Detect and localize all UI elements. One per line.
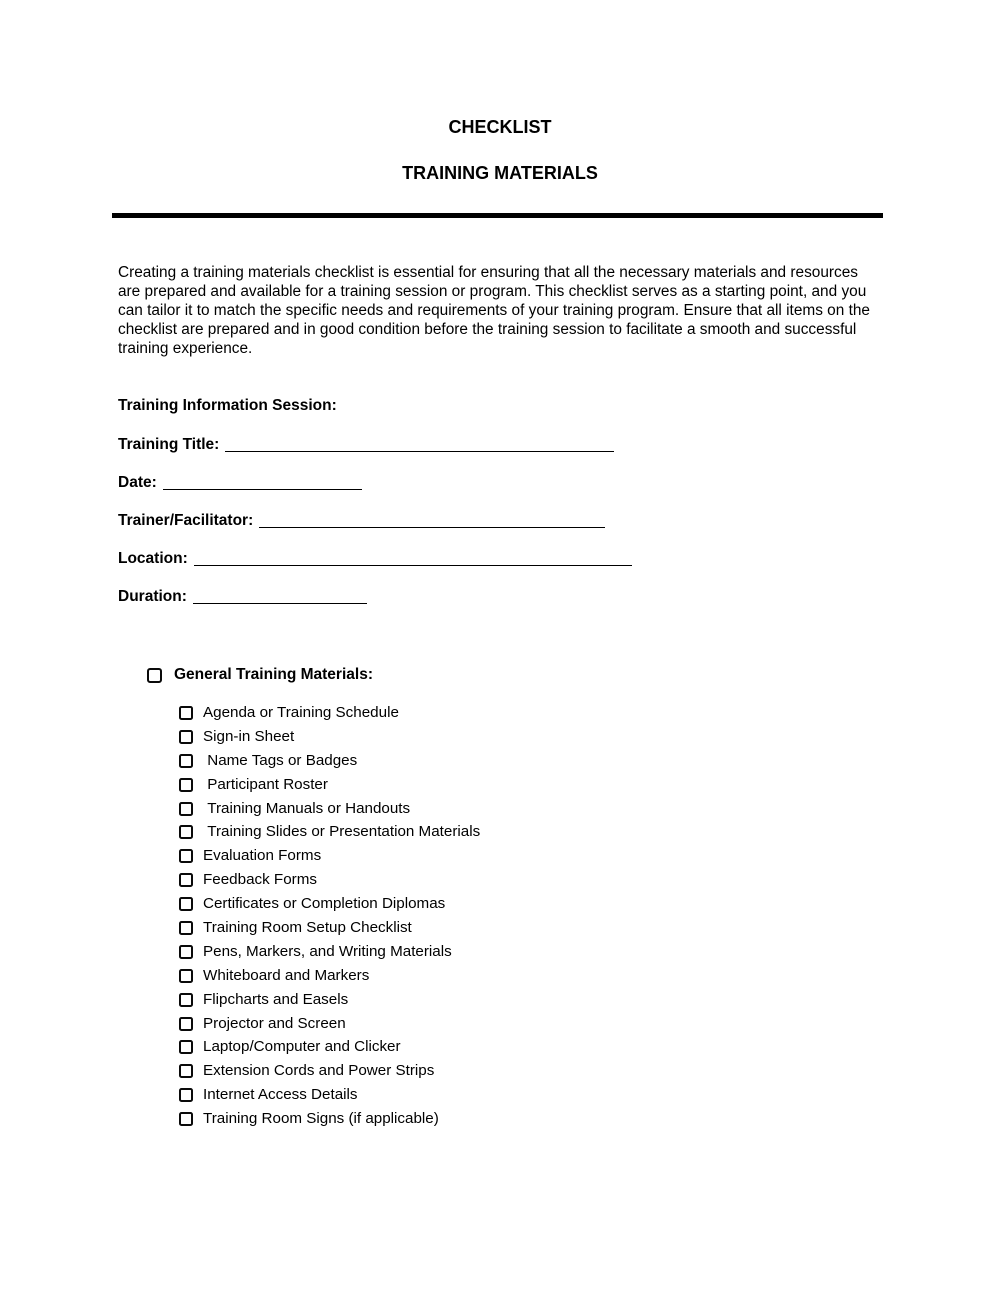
checkbox-icon[interactable] — [179, 825, 193, 839]
checklist-item-label: Evaluation Forms — [203, 847, 322, 865]
checkbox-icon[interactable] — [179, 969, 193, 983]
checkbox-icon[interactable] — [179, 754, 193, 768]
checkbox-icon[interactable] — [179, 1112, 193, 1126]
checklist-item-label: Training Slides or Presentation Materials — [203, 823, 481, 841]
checklist-item — [179, 820, 1000, 844]
checklist-item — [179, 916, 1000, 940]
checklist-item — [179, 1083, 1000, 1107]
location-input-line[interactable] — [194, 551, 632, 566]
checklist-item — [179, 1107, 1000, 1131]
checkbox-icon[interactable] — [179, 945, 193, 959]
title-block — [0, 117, 1000, 184]
checklist-item — [179, 964, 1000, 988]
checkbox-icon[interactable] — [179, 802, 193, 816]
checklist-group-heading: General Training Materials: — [174, 666, 373, 683]
checklist-item-label: Name Tags or Badges — [203, 751, 358, 769]
checklist-item — [179, 725, 1000, 749]
location-label: Location: — [118, 550, 188, 567]
document-subtitle: TRAINING MATERIALS — [402, 163, 598, 183]
checklist-item-label: Internet Access Details — [203, 1086, 358, 1104]
trainer-facilitator-label: Trainer/Facilitator: — [118, 512, 254, 529]
duration-label: Duration: — [118, 588, 187, 605]
checklist-group-row — [147, 665, 1000, 685]
checklist-item-label: Flipcharts and Easels — [203, 990, 349, 1008]
checklist-item-label: Feedback Forms — [203, 871, 317, 889]
checklist-item-label: Pens, Markers, and Writing Materials — [203, 942, 452, 960]
checklist-item — [179, 868, 1000, 892]
training-title-input-line[interactable] — [225, 437, 614, 452]
checkbox-icon[interactable] — [179, 849, 193, 863]
checkbox-icon[interactable] — [179, 1040, 193, 1054]
form-section-heading: Training Information Session: — [118, 397, 337, 414]
horizontal-divider — [112, 213, 883, 218]
checkbox-icon[interactable] — [179, 706, 193, 720]
checklist-item — [179, 773, 1000, 797]
checklist-item — [179, 988, 1000, 1012]
training-title-label: Training Title: — [118, 436, 220, 453]
checklist-item — [179, 1035, 1000, 1059]
checkbox-icon[interactable] — [179, 1017, 193, 1031]
checklist-item — [179, 940, 1000, 964]
checkbox-icon[interactable] — [179, 921, 193, 935]
checklist-item — [179, 844, 1000, 868]
document-page — [0, 117, 1000, 1290]
field-row-location — [118, 548, 1000, 568]
field-row-date — [118, 472, 1000, 492]
checklist-item — [179, 1059, 1000, 1083]
checklist-item-label: Training Room Signs (if applicable) — [203, 1110, 439, 1128]
checkbox-icon[interactable] — [179, 897, 193, 911]
checklist-item-label: Extension Cords and Power Strips — [203, 1062, 435, 1080]
checklist-item-label: Whiteboard and Markers — [203, 966, 370, 984]
checklist-item — [179, 892, 1000, 916]
date-input-line[interactable] — [163, 475, 362, 490]
duration-input-line[interactable] — [193, 589, 367, 604]
intro-paragraph: Creating a training materials checklist is essential for ensuring that all the necessary materials and resources are prepared and available for a training session or program. This checklist serves as a starting point, and you can tailor it to match the specific needs and requirements of your training program. Ensure that all items on the checklist are prepared and in good condition before the training session to facilitate a smooth and successful training experience. — [118, 264, 870, 357]
checklist-item-label: Sign-in Sheet — [203, 727, 295, 745]
checkbox-icon[interactable] — [179, 778, 193, 792]
checklist-item — [179, 797, 1000, 821]
checkbox-icon[interactable] — [147, 668, 162, 683]
checkbox-icon[interactable] — [179, 1088, 193, 1102]
field-row-trainer — [118, 510, 1000, 530]
checklist-item-label: Training Manuals or Handouts — [203, 799, 411, 817]
date-label: Date: — [118, 474, 157, 491]
checklist-item-label: Laptop/Computer and Clicker — [203, 1038, 401, 1056]
checklist-item — [179, 1012, 1000, 1036]
checklist-item-label: Certificates or Completion Diplomas — [203, 895, 446, 913]
trainer-facilitator-input-line[interactable] — [259, 513, 605, 528]
checklist-item-label: Participant Roster — [203, 775, 328, 793]
checklist-item — [179, 701, 1000, 725]
checkbox-icon[interactable] — [179, 993, 193, 1007]
checklist-item — [179, 749, 1000, 773]
field-row-training-title — [118, 434, 1000, 454]
checkbox-icon[interactable] — [179, 873, 193, 887]
checklist-item-label: Agenda or Training Schedule — [203, 703, 399, 721]
document-title: CHECKLIST — [448, 117, 552, 137]
checklist-item-label: Projector and Screen — [203, 1014, 346, 1032]
field-row-duration — [118, 586, 1000, 606]
checkbox-icon[interactable] — [179, 1064, 193, 1078]
checklist-items — [179, 701, 1000, 1131]
checklist-item-label: Training Room Setup Checklist — [203, 918, 412, 936]
checkbox-icon[interactable] — [179, 730, 193, 744]
